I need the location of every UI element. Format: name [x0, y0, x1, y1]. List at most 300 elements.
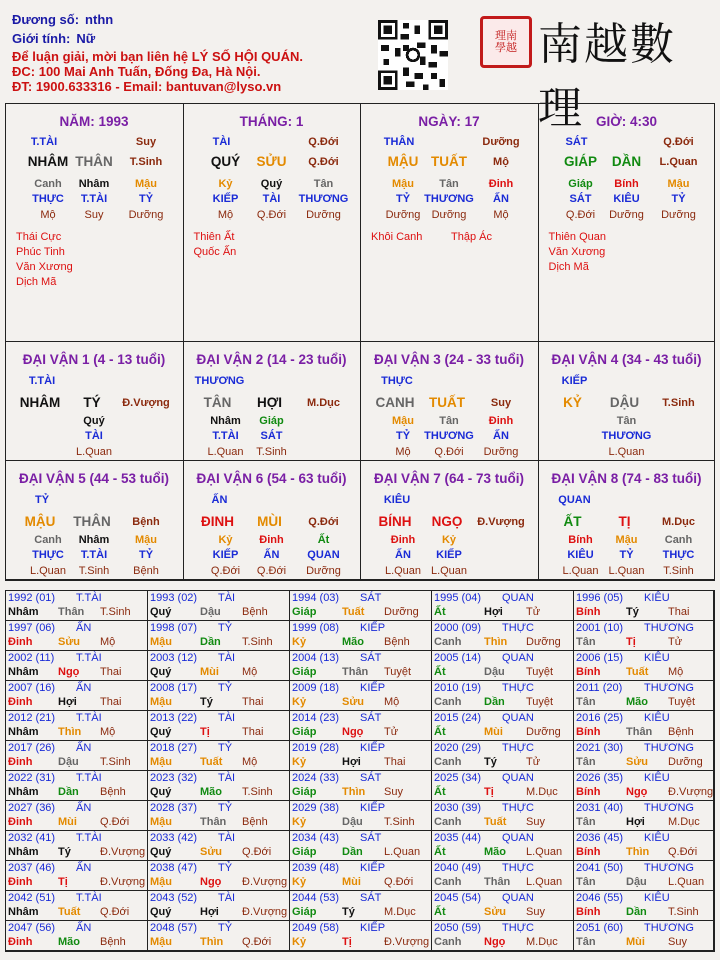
dai-van-hidden-stage: Dưỡng: [306, 565, 341, 577]
hidden-stem-stage: Dưỡng: [609, 209, 644, 221]
year-cell[interactable]: [432, 621, 574, 651]
year-cell[interactable]: [148, 861, 290, 891]
year-cell[interactable]: [290, 681, 432, 711]
year-cell[interactable]: [148, 651, 290, 681]
year-cell[interactable]: [432, 891, 574, 921]
year-god: THƯƠNG: [644, 742, 694, 754]
year-label: 1997 (06): [8, 622, 56, 634]
year-label: 2040 (49): [434, 862, 482, 874]
year-stage: Bệnh: [384, 636, 410, 648]
year-branch: Thìn: [626, 846, 650, 858]
year-label: 2018 (27): [150, 742, 198, 754]
dai-van-hidden-stage: Q.Đới: [210, 565, 241, 577]
year-stage: Dưỡng: [384, 606, 419, 618]
dai-van-hidden-god: SÁT: [260, 430, 283, 442]
year-cell[interactable]: [574, 621, 714, 651]
year-cell[interactable]: [290, 921, 432, 951]
year-stage: Q.Đới: [384, 876, 414, 888]
year-cell[interactable]: [148, 591, 290, 621]
dai-van-hidden-god: KIẾP: [436, 549, 462, 561]
dai-van-hidden-stem: Mậu: [392, 415, 414, 427]
year-stem: Nhâm: [8, 726, 39, 738]
year-god: THƯƠNG: [644, 862, 694, 874]
dai-van-stem: CANH: [375, 395, 415, 410]
year-cell[interactable]: [6, 621, 148, 651]
year-branch: Tị: [342, 936, 352, 948]
year-stage: Mộ: [668, 666, 684, 678]
year-stage: Thai: [242, 726, 264, 738]
year-stem: Ất: [434, 666, 446, 678]
year-cell[interactable]: [574, 591, 714, 621]
dai-van-7[interactable]: [361, 461, 539, 580]
dai-van-stage: M.Dục: [307, 397, 340, 409]
year-cell[interactable]: [432, 921, 574, 951]
year-god: T.TÀI: [76, 772, 102, 784]
year-label: 2037 (46): [8, 862, 56, 874]
year-god: ẤN: [76, 622, 92, 634]
dai-van-4[interactable]: [539, 342, 715, 461]
hidden-stem: Tân: [439, 178, 459, 190]
hidden-stem-stage: Mộ: [493, 209, 509, 221]
hidden-stem-god: TỶ: [395, 193, 411, 205]
year-cell[interactable]: [432, 711, 574, 741]
pillar-stem-stage: L.Quan: [659, 156, 698, 168]
dai-van-stem-god: KIẾP: [561, 375, 588, 387]
year-stem: Mậu: [150, 756, 172, 768]
year-cell[interactable]: [6, 831, 148, 861]
year-stage: Mộ: [100, 726, 116, 738]
year-god: T.TÀI: [76, 712, 102, 724]
dai-van-hidden-stage: Q.Đới: [256, 565, 287, 577]
year-stage: Mộ: [384, 696, 400, 708]
year-stem: Bính: [576, 726, 601, 738]
dai-van-branch: DẬU: [609, 395, 640, 410]
year-stem: Mậu: [150, 876, 172, 888]
hidden-stem: Kỷ: [218, 178, 233, 190]
year-cell[interactable]: [432, 681, 574, 711]
hidden-stem: Nhâm: [78, 178, 110, 190]
year-cell[interactable]: [290, 621, 432, 651]
year-cell[interactable]: [574, 741, 714, 771]
year-stem: Canh: [434, 636, 462, 648]
dai-van-branch: TUẤT: [429, 395, 465, 410]
year-stem: Bính: [576, 846, 601, 858]
pillar-year[interactable]: [6, 104, 184, 342]
year-label: 2044 (53): [292, 892, 340, 904]
hidden-stem-god: TÀI: [262, 193, 281, 205]
year-label: 2051 (60): [576, 922, 624, 934]
year-god: SÁT: [360, 832, 382, 844]
year-stage: Tử: [526, 606, 541, 618]
year-branch: Mùi: [342, 876, 361, 888]
hidden-stem-stage: Dưỡng: [128, 209, 164, 221]
year-cell[interactable]: [432, 861, 574, 891]
year-label: 2013 (22): [150, 712, 198, 724]
year-god: KIẾP: [360, 862, 386, 874]
year-stage: Bệnh: [242, 816, 268, 828]
year-god: TỶ: [218, 742, 233, 754]
dai-van-hidden-stage: L.Quan: [75, 446, 113, 458]
dai-van-hidden-stem: Đinh: [390, 534, 416, 546]
year-stage: T.Sinh: [384, 816, 415, 828]
dai-van-hidden-god: THƯƠNG: [424, 430, 474, 442]
year-stage: Đ.Vượng: [100, 846, 146, 858]
hidden-stem-god: ẤN: [493, 193, 509, 205]
year-branch: Ngọ: [58, 666, 80, 678]
year-cell[interactable]: [290, 801, 432, 831]
dai-van-2[interactable]: [184, 342, 362, 461]
year-stem: Quý: [150, 846, 172, 858]
year-label: 2038 (47): [150, 862, 198, 874]
year-god: T.TÀI: [76, 592, 102, 604]
year-god: TÀI: [218, 652, 236, 664]
year-stage: M.Dục: [668, 816, 700, 828]
year-label: 2036 (45): [576, 832, 624, 844]
dai-van-stem-god: QUAN: [558, 494, 591, 506]
pillar-title: NGÀY: 17: [418, 114, 480, 129]
year-label: 1998 (07): [150, 622, 198, 634]
duong-so-line: [12, 12, 113, 27]
year-label: 2001 (10): [576, 622, 624, 634]
year-cell[interactable]: [290, 651, 432, 681]
year-cell[interactable]: [6, 681, 148, 711]
year-god: THỰC: [502, 862, 535, 874]
year-cell[interactable]: [290, 591, 432, 621]
dai-van-hidden-stem: Ất: [317, 534, 330, 546]
year-god: KIẾP: [360, 622, 386, 634]
year-branch: Thân: [626, 726, 653, 738]
year-stage: Thai: [242, 696, 264, 708]
year-stem: Tân: [576, 936, 596, 948]
year-stage: Thai: [100, 666, 122, 678]
dai-van-hidden-stem: Kỷ: [441, 534, 457, 546]
dai-van-hidden-stem: Đinh: [488, 415, 514, 427]
dai-van-stem-god: KIÊU: [383, 494, 411, 506]
year-cell[interactable]: [290, 891, 432, 921]
year-cell[interactable]: [148, 621, 290, 651]
year-god: TỶ: [218, 802, 233, 814]
dai-van-hidden-god: KIẾP: [212, 549, 239, 561]
year-label: 2045 (54): [434, 892, 482, 904]
hidden-stem: Mậu: [667, 178, 690, 190]
year-label: 2035 (44): [434, 832, 482, 844]
year-stem: Quý: [150, 666, 172, 678]
dai-van-hidden-stem: Nhâm: [210, 415, 241, 427]
year-branch: Tị: [626, 636, 636, 648]
pillar-stem-god: THÂN: [383, 136, 415, 148]
dai-van-stem-god: TỶ: [34, 494, 50, 506]
dai-van-hidden-stem: Mậu: [615, 534, 638, 546]
hidden-stem-god: KIÊU: [613, 193, 640, 205]
year-stem: Đinh: [8, 936, 33, 948]
year-label: 2007 (16): [8, 682, 56, 694]
year-stem: Kỷ: [292, 756, 307, 768]
year-cell[interactable]: [290, 771, 432, 801]
hidden-stem-stage: Mộ: [217, 209, 234, 221]
year-cell[interactable]: [148, 801, 290, 831]
dai-van-stem-god: THỰC: [381, 375, 413, 387]
year-cell[interactable]: [148, 711, 290, 741]
year-stem: Canh: [434, 936, 462, 948]
year-stem: Mậu: [150, 636, 172, 648]
year-cell[interactable]: [432, 801, 574, 831]
year-cell[interactable]: [6, 741, 148, 771]
year-label: 2012 (21): [8, 712, 56, 724]
year-branch: Mùi: [200, 666, 219, 678]
year-stem: Quý: [150, 786, 172, 798]
pillar-branch: DẦN: [611, 154, 642, 169]
year-stage: Suy: [384, 786, 403, 798]
year-god: SÁT: [360, 592, 382, 604]
year-stem: Giáp: [292, 606, 317, 618]
year-branch: Mùi: [626, 936, 645, 948]
year-stage: Q.Đới: [242, 936, 272, 948]
year-cell[interactable]: [432, 771, 574, 801]
dai-van-title: ĐẠI VẬN 2 (14 - 23 tuổi): [196, 352, 347, 367]
year-cell[interactable]: [148, 771, 290, 801]
year-stage: Bệnh: [242, 606, 268, 618]
year-cell[interactable]: [574, 831, 714, 861]
dai-van-stem: ĐINH: [201, 514, 234, 529]
year-stage: M.Dục: [526, 936, 558, 948]
year-stage: Đ.Vượng: [384, 936, 430, 948]
year-stem: Giáp: [292, 906, 317, 918]
address-line: ĐC: 100 Mai Anh Tuấn, Đống Đa, Hà Nội.: [12, 64, 261, 79]
dai-van-1[interactable]: [6, 342, 184, 461]
hidden-stem-god: TỶ: [671, 193, 686, 205]
year-branch: Mão: [58, 936, 80, 948]
year-label: 1999 (08): [292, 622, 340, 634]
year-stem: Giáp: [292, 786, 317, 798]
year-stage: T.Sinh: [242, 636, 273, 648]
gioi-tinh-value: Nữ: [76, 31, 96, 46]
dai-van-hidden-stem: Tân: [439, 415, 459, 427]
year-stage: Dưỡng: [526, 726, 561, 738]
dai-van-hidden-stem: Bính: [568, 534, 593, 546]
year-cell[interactable]: [574, 711, 714, 741]
pillar-stem: GIÁP: [563, 154, 598, 169]
year-stem: Đinh: [8, 816, 33, 828]
dai-van-title: ĐẠI VẬN 5 (44 - 53 tuổi): [18, 471, 170, 486]
dai-van-stage: Suy: [490, 397, 512, 409]
year-cell[interactable]: [6, 861, 148, 891]
year-god: THỰC: [502, 922, 535, 934]
hidden-stem-stage: Dưỡng: [306, 209, 341, 221]
year-cell[interactable]: [6, 921, 148, 951]
pillar-hour[interactable]: [539, 104, 715, 342]
year-god: QUAN: [502, 652, 534, 664]
year-stage: Đ.Vượng: [100, 876, 146, 888]
year-branch: Tý: [200, 696, 213, 708]
year-god: SÁT: [360, 892, 382, 904]
year-cell[interactable]: [6, 591, 148, 621]
pillar-title: THÁNG: 1: [239, 114, 304, 129]
pillar-stem: NHÂM: [27, 154, 69, 169]
year-stage: T.Sinh: [668, 906, 699, 918]
year-stem: Kỷ: [292, 876, 307, 888]
year-cell[interactable]: [148, 891, 290, 921]
pillar-stem-stage: T.Sinh: [129, 156, 163, 168]
year-label: 2004 (13): [292, 652, 340, 664]
year-label: 2016 (25): [576, 712, 624, 724]
year-cell[interactable]: [148, 831, 290, 861]
hidden-stem: Mậu: [135, 178, 157, 190]
year-stem: Canh: [434, 816, 462, 828]
year-god: KIẾP: [360, 802, 386, 814]
year-cell[interactable]: [574, 921, 714, 951]
year-stem: Ất: [434, 906, 446, 918]
year-label: 2014 (23): [292, 712, 340, 724]
chart-grid: [5, 103, 715, 581]
year-label: 2003 (12): [150, 652, 198, 664]
dai-van-stem-god: THƯƠNG: [194, 375, 245, 387]
year-god: T.TÀI: [76, 892, 102, 904]
dai-van-stem: ẤT: [563, 514, 582, 529]
year-branch: Tuất: [200, 756, 223, 768]
dai-van-3[interactable]: [361, 342, 539, 461]
year-stage: Mộ: [242, 756, 258, 768]
year-cell[interactable]: [574, 861, 714, 891]
year-branch: Tuất: [342, 606, 365, 618]
year-god: KIÊU: [644, 652, 670, 664]
year-branch: Dần: [342, 846, 363, 858]
year-stage: Q.Đới: [100, 906, 130, 918]
year-branch: Tý: [626, 606, 639, 618]
year-branch: Tị: [200, 726, 210, 738]
dai-van-hidden-stem: Đinh: [259, 534, 284, 546]
year-label: 2034 (43): [292, 832, 340, 844]
dai-van-6[interactable]: [184, 461, 362, 580]
year-branch: Dậu: [200, 606, 221, 618]
year-label: 2021 (30): [576, 742, 624, 754]
dai-van-branch: HỢI: [256, 395, 283, 410]
year-cell[interactable]: [6, 771, 148, 801]
year-label: 2011 (20): [576, 682, 623, 694]
year-stage: Q.Đới: [100, 816, 130, 828]
year-branch: Tuất: [484, 816, 507, 828]
year-branch: Mão: [200, 786, 222, 798]
year-stage: Bệnh: [100, 936, 126, 948]
dai-van-hidden-god: ẤN: [395, 549, 411, 561]
year-stage: L.Quan: [526, 876, 563, 888]
year-cell[interactable]: [574, 681, 714, 711]
year-branch: Mão: [342, 636, 364, 648]
year-cell[interactable]: [290, 711, 432, 741]
year-branch: Dậu: [58, 756, 79, 768]
year-cell[interactable]: [574, 891, 714, 921]
pillar-day[interactable]: [361, 104, 539, 342]
duong-so-value: nthn: [85, 12, 114, 27]
year-stem: Tân: [576, 756, 596, 768]
year-branch: Ngọ: [342, 726, 364, 738]
year-label: 1996 (05): [576, 592, 624, 604]
year-label: 2046 (55): [576, 892, 624, 904]
year-label: 2042 (51): [8, 892, 56, 904]
qr-code-icon[interactable]: [378, 20, 448, 90]
year-stage: Đ.Vượng: [242, 876, 288, 888]
year-god: QUAN: [502, 592, 534, 604]
year-cell[interactable]: [148, 921, 290, 951]
year-god: KIẾP: [360, 922, 386, 934]
pillar-branch: THÂN: [75, 154, 113, 169]
year-label: 2032 (41): [8, 832, 56, 844]
dai-van-hidden-god: THỰC: [32, 549, 64, 561]
year-stem: Quý: [150, 726, 172, 738]
duong-so-label: Đương số:: [12, 12, 80, 27]
special-star: Dịch Mã: [16, 276, 57, 288]
year-stem: Đinh: [8, 636, 33, 648]
year-cell[interactable]: [290, 861, 432, 891]
year-cell[interactable]: [148, 681, 290, 711]
year-cell[interactable]: [6, 711, 148, 741]
year-grid: [5, 590, 715, 952]
year-branch: Thân: [342, 666, 369, 678]
year-stage: L.Quan: [384, 846, 421, 858]
year-god: THỰC: [502, 682, 535, 694]
year-cell[interactable]: [6, 801, 148, 831]
year-stage: Mộ: [242, 666, 258, 678]
year-cell[interactable]: [290, 741, 432, 771]
dai-van-hidden-stem: Tân: [616, 415, 637, 427]
year-cell[interactable]: [148, 741, 290, 771]
year-god: TÀI: [218, 892, 236, 904]
year-label: 1995 (04): [434, 592, 482, 604]
year-god: TỶ: [218, 682, 233, 694]
year-god: SÁT: [360, 652, 382, 664]
year-cell[interactable]: [574, 801, 714, 831]
year-label: 2009 (18): [292, 682, 340, 694]
year-stem: Mậu: [150, 696, 172, 708]
year-cell[interactable]: [432, 591, 574, 621]
dai-van-5[interactable]: [6, 461, 184, 580]
year-cell[interactable]: [432, 831, 574, 861]
dai-van-title: ĐẠI VẬN 8 (74 - 83 tuổi): [551, 471, 702, 486]
year-stem: Tân: [576, 876, 596, 888]
year-cell[interactable]: [574, 771, 714, 801]
year-stage: L.Quan: [668, 876, 705, 888]
year-stage: T.Sinh: [100, 756, 131, 768]
dai-van-8[interactable]: [539, 461, 715, 580]
year-stage: L.Quan: [526, 846, 563, 858]
year-branch: Sửu: [342, 696, 365, 708]
pillar-month[interactable]: [184, 104, 362, 342]
year-label: 2039 (48): [292, 862, 340, 874]
dai-van-hidden-stage: Dưỡng: [483, 446, 519, 458]
year-cell[interactable]: [290, 831, 432, 861]
year-cell[interactable]: [574, 651, 714, 681]
year-stem: Nhâm: [8, 846, 39, 858]
year-stem: Quý: [150, 906, 172, 918]
year-cell[interactable]: [6, 891, 148, 921]
dai-van-stage: Bệnh: [132, 516, 160, 528]
year-god: TÀI: [218, 772, 236, 784]
special-star: Thiên Quan: [548, 231, 606, 243]
year-branch: Tý: [484, 756, 497, 768]
dai-van-hidden-stage: Q.Đới: [434, 446, 464, 458]
year-label: 1992 (01): [8, 592, 56, 604]
year-cell[interactable]: [432, 741, 574, 771]
year-god: TÀI: [218, 832, 236, 844]
year-stage: Thai: [384, 756, 406, 768]
dai-van-title: ĐẠI VẬN 1 (4 - 13 tuổi): [22, 352, 166, 367]
year-label: 2008 (17): [150, 682, 198, 694]
dai-van-stem: MẬU: [24, 514, 56, 529]
year-stage: Tử: [384, 726, 399, 738]
year-cell[interactable]: [6, 651, 148, 681]
year-stage: Dưỡng: [526, 636, 561, 648]
year-cell[interactable]: [432, 651, 574, 681]
pillar-stem-god: T.TÀI: [30, 136, 58, 148]
